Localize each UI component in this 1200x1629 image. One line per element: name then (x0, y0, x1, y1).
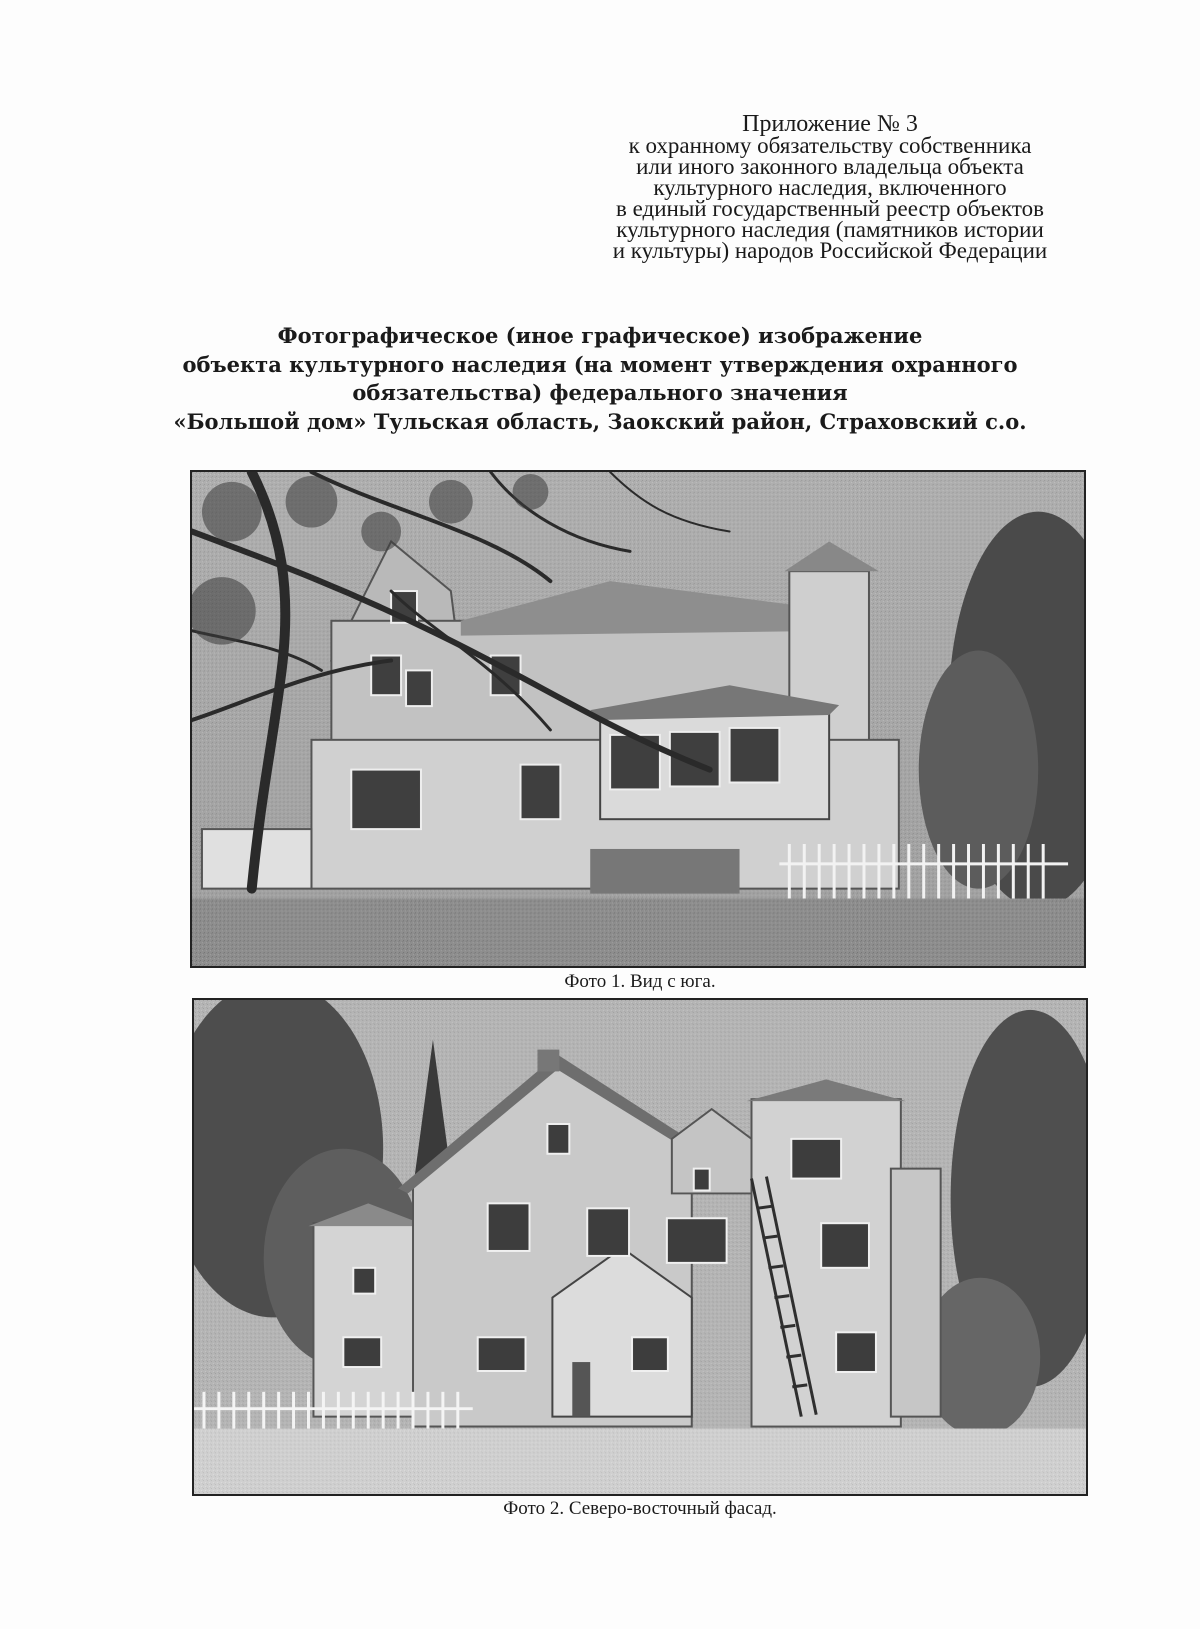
annex-line: и культуры) народов Российской Федерации (612, 238, 1048, 263)
heading-line: Фотографическое (иное графическое) изображение (277, 323, 923, 348)
house-south-illustration (192, 472, 1084, 966)
annex-line: культурного наследия, включенного (653, 175, 1007, 200)
photo-south-view (190, 470, 1086, 968)
photo-caption: Фото 2. Северо-восточный фасад. (503, 1498, 777, 1519)
photo-northeast-facade (192, 998, 1088, 1496)
heading-line: «Большой дом» Тульская область, Заокский район, Страховский с.о. (173, 408, 1027, 434)
annex-title: Приложение № 3 (742, 111, 918, 137)
annex-block (560, 111, 1100, 263)
photo-caption: Фото 1. Вид с юга. (564, 971, 716, 992)
heading-line: объекта культурного наследия (на момент утверждения охранного (182, 351, 1018, 377)
house-northeast-illustration (194, 1000, 1086, 1494)
annex-line: к охранному обязательству собственника (628, 133, 1032, 158)
annex-line: или иного законного владельца объекта (636, 154, 1024, 179)
document-heading (130, 322, 1070, 436)
annex-line: культурного наследия (памятников истории (616, 217, 1044, 242)
heading-line: обязательства) федерального значения (352, 380, 848, 405)
annex-line: в единый государственный реестр объектов (616, 196, 1044, 221)
